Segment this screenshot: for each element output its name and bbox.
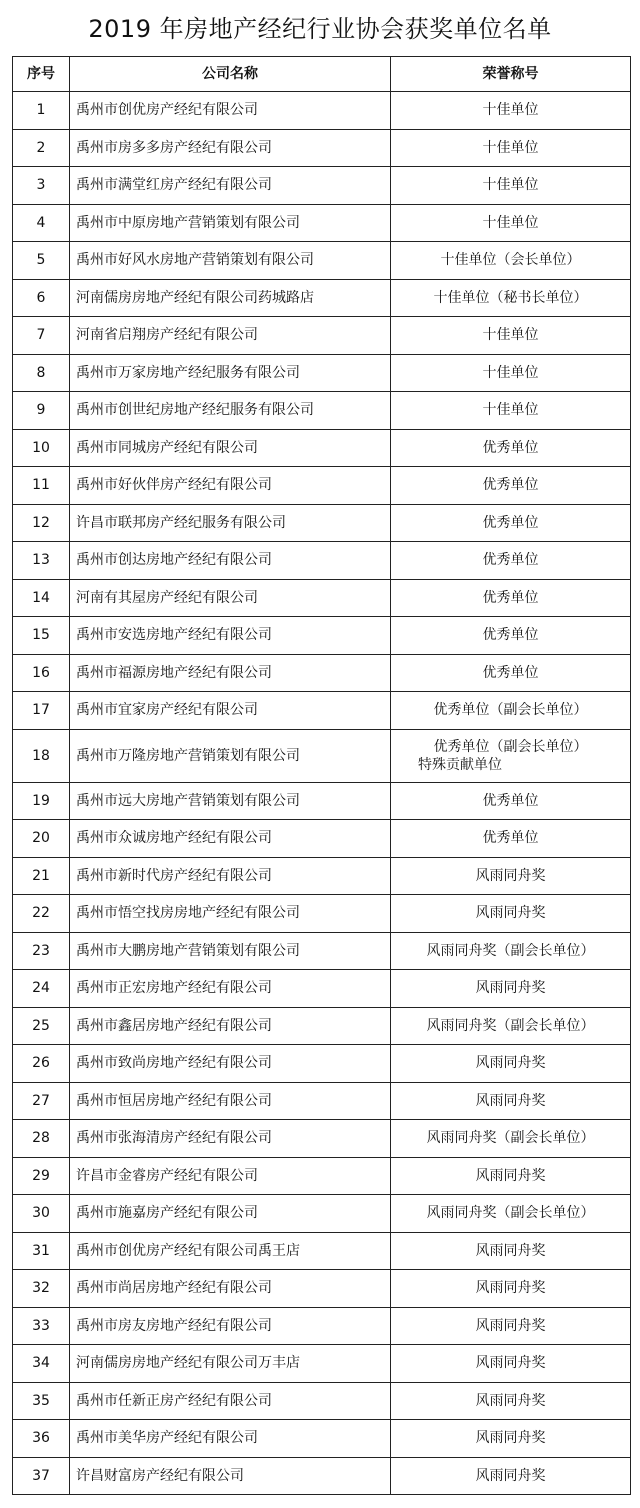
honor-title [391, 1157, 631, 1195]
row-number: 7 [13, 317, 70, 355]
company-name: 禹州市创世纪房地产经纪服务有限公司 [70, 392, 391, 430]
company-name: 禹州市中原房地产营销策划有限公司 [70, 204, 391, 242]
honor-title-line: 优秀单位 [482, 477, 539, 494]
honor-title [391, 429, 631, 467]
honor-title-line: 风雨同舟奖 [475, 1167, 546, 1184]
company-name: 许昌财富房产经纪有限公司 [70, 1457, 391, 1495]
table-row [13, 92, 631, 130]
row-number: 32 [13, 1270, 70, 1308]
row-number: 23 [13, 932, 70, 970]
row-number: 10 [13, 429, 70, 467]
honor-title-line: 风雨同舟奖 [475, 905, 546, 922]
company-name: 禹州市宜家房产经纪有限公司 [70, 692, 391, 730]
honor-title [391, 970, 631, 1008]
table-row [13, 1195, 631, 1233]
honor-title-line: 十佳单位 [482, 139, 539, 156]
table-row [13, 1082, 631, 1120]
honor-title [391, 542, 631, 580]
table-row [13, 729, 631, 782]
column-header-company: 公司名称 [70, 57, 391, 92]
company-name: 禹州市尚居房地产经纪有限公司 [70, 1270, 391, 1308]
honor-title-line: 十佳单位 [482, 402, 539, 419]
row-number: 1 [13, 92, 70, 130]
honor-title [391, 1120, 631, 1158]
company-name: 禹州市创达房地产经纪有限公司 [70, 542, 391, 580]
column-header-honor: 荣誉称号 [391, 57, 631, 92]
row-number: 34 [13, 1345, 70, 1383]
honor-title [391, 167, 631, 205]
honor-title-line: 优秀单位（副会长单位） [433, 738, 588, 755]
row-number: 6 [13, 279, 70, 317]
row-number: 4 [13, 204, 70, 242]
row-number: 29 [13, 1157, 70, 1195]
honor-title [391, 279, 631, 317]
table-row [13, 1120, 631, 1158]
company-name: 禹州市美华房产经纪有限公司 [70, 1420, 391, 1458]
company-name: 禹州市远大房地产营销策划有限公司 [70, 782, 391, 820]
table-row [13, 579, 631, 617]
honor-title [391, 354, 631, 392]
honor-title [391, 1195, 631, 1233]
honor-title-line: 风雨同舟奖 [475, 980, 546, 997]
table-row [13, 970, 631, 1008]
table-row [13, 167, 631, 205]
row-number: 12 [13, 504, 70, 542]
honor-title-line: 风雨同舟奖 [475, 1430, 546, 1447]
company-name: 禹州市好伙伴房产经纪有限公司 [70, 467, 391, 505]
table-row [13, 429, 631, 467]
table-row [13, 654, 631, 692]
row-number: 19 [13, 782, 70, 820]
honor-title-line: 十佳单位（会长单位） [440, 252, 581, 269]
honor-title [391, 617, 631, 655]
honor-title [391, 692, 631, 730]
company-name: 禹州市致尚房地产经纪有限公司 [70, 1045, 391, 1083]
honor-title [391, 820, 631, 858]
company-name: 禹州市好风水房地产营销策划有限公司 [70, 242, 391, 280]
company-name: 禹州市满堂红房产经纪有限公司 [70, 167, 391, 205]
honor-title [391, 1307, 631, 1345]
row-number: 5 [13, 242, 70, 280]
company-name: 河南省启翔房产经纪有限公司 [70, 317, 391, 355]
honor-title-line: 优秀单位 [482, 589, 539, 606]
table-row [13, 354, 631, 392]
row-number: 9 [13, 392, 70, 430]
honor-title-line: 优秀单位（副会长单位） [433, 702, 588, 719]
honor-title-line: 优秀单位 [482, 627, 539, 644]
column-header-number: 序号 [13, 57, 70, 92]
honor-title [391, 857, 631, 895]
honor-title [391, 1420, 631, 1458]
honor-title-line: 风雨同舟奖 [475, 1355, 546, 1372]
table-row [13, 279, 631, 317]
honor-title [391, 129, 631, 167]
honor-title [391, 1345, 631, 1383]
row-number: 28 [13, 1120, 70, 1158]
honor-title [391, 317, 631, 355]
row-number: 24 [13, 970, 70, 1008]
honor-title [391, 504, 631, 542]
honor-title-line: 优秀单位 [482, 439, 539, 456]
honor-title-line: 风雨同舟奖（副会长单位） [426, 1205, 595, 1222]
honor-title-line: 优秀单位 [482, 552, 539, 569]
honor-title-line: 风雨同舟奖 [475, 1317, 546, 1334]
honor-title-line: 风雨同舟奖 [475, 1242, 546, 1259]
company-name: 禹州市万隆房地产营销策划有限公司 [70, 729, 391, 782]
honor-title-line: 风雨同舟奖 [475, 1392, 546, 1409]
table-row [13, 692, 631, 730]
table-row [13, 1007, 631, 1045]
honor-title-line: 十佳单位 [482, 327, 539, 344]
row-number: 35 [13, 1382, 70, 1420]
honor-title-line: 优秀单位 [482, 792, 539, 809]
honor-title-line: 特殊贡献单位 [418, 756, 502, 773]
honor-title-line: 十佳单位 [482, 364, 539, 381]
honor-title [391, 654, 631, 692]
honor-title [391, 932, 631, 970]
company-name: 禹州市张海清房产经纪有限公司 [70, 1120, 391, 1158]
row-number: 33 [13, 1307, 70, 1345]
company-name: 禹州市任新正房产经纪有限公司 [70, 1382, 391, 1420]
company-name: 河南儒房房地产经纪有限公司药城路店 [70, 279, 391, 317]
honor-title-line: 优秀单位 [482, 514, 539, 531]
honor-title-line: 优秀单位 [482, 664, 539, 681]
table-row [13, 129, 631, 167]
honor-title [391, 1270, 631, 1308]
row-number: 11 [13, 467, 70, 505]
honor-title-line: 风雨同舟奖（副会长单位） [426, 1130, 595, 1147]
honor-title-line: 风雨同舟奖 [475, 1280, 546, 1297]
company-name: 禹州市施嘉房产经纪有限公司 [70, 1195, 391, 1233]
honor-title [391, 242, 631, 280]
row-number: 22 [13, 895, 70, 933]
row-number: 2 [13, 129, 70, 167]
row-number: 18 [13, 729, 70, 782]
honor-title [391, 392, 631, 430]
row-number: 27 [13, 1082, 70, 1120]
honor-title [391, 1082, 631, 1120]
honor-title [391, 467, 631, 505]
company-name: 禹州市创优房产经纪有限公司禹王店 [70, 1232, 391, 1270]
company-name: 许昌市联邦房产经纪服务有限公司 [70, 504, 391, 542]
company-name: 禹州市房友房地产经纪有限公司 [70, 1307, 391, 1345]
row-number: 3 [13, 167, 70, 205]
honor-title [391, 1045, 631, 1083]
table-row [13, 1457, 631, 1495]
company-name: 禹州市众诚房地产经纪有限公司 [70, 820, 391, 858]
table-row [13, 242, 631, 280]
honor-title [391, 1007, 631, 1045]
honor-title-line: 风雨同舟奖（副会长单位） [426, 942, 595, 959]
table-row [13, 895, 631, 933]
table-row [13, 617, 631, 655]
honor-title-line: 十佳单位 [482, 102, 539, 119]
row-number: 31 [13, 1232, 70, 1270]
company-name: 许昌市金睿房产经纪有限公司 [70, 1157, 391, 1195]
table-row [13, 504, 631, 542]
company-name: 河南有其屋房产经纪有限公司 [70, 579, 391, 617]
table-row [13, 1420, 631, 1458]
table-row [13, 820, 631, 858]
company-name: 禹州市恒居房地产经纪有限公司 [70, 1082, 391, 1120]
row-number: 25 [13, 1007, 70, 1045]
company-name: 禹州市安选房地产经纪有限公司 [70, 617, 391, 655]
company-name: 禹州市福源房地产经纪有限公司 [70, 654, 391, 692]
table-row [13, 542, 631, 580]
table-row [13, 857, 631, 895]
honor-title-line: 十佳单位 [482, 214, 539, 231]
table-row [13, 932, 631, 970]
honor-title [391, 1382, 631, 1420]
honor-title [391, 204, 631, 242]
honor-title [391, 782, 631, 820]
company-name: 禹州市万家房地产经纪服务有限公司 [70, 354, 391, 392]
table-row [13, 1232, 631, 1270]
company-name: 河南儒房房地产经纪有限公司万丰店 [70, 1345, 391, 1383]
company-name: 禹州市正宏房地产经纪有限公司 [70, 970, 391, 1008]
table-row [13, 467, 631, 505]
company-name: 禹州市悟空找房房地产经纪有限公司 [70, 895, 391, 933]
table-row [13, 1345, 631, 1383]
table-row [13, 1045, 631, 1083]
honor-title-line: 风雨同舟奖 [475, 1467, 546, 1484]
table-row [13, 204, 631, 242]
honor-title-line: 风雨同舟奖（副会长单位） [426, 1017, 595, 1034]
honor-title-line: 优秀单位 [482, 830, 539, 847]
row-number: 30 [13, 1195, 70, 1233]
row-number: 21 [13, 857, 70, 895]
company-name: 禹州市创优房产经纪有限公司 [70, 92, 391, 130]
table-row [13, 1307, 631, 1345]
honor-title-line: 风雨同舟奖 [475, 867, 546, 884]
row-number: 37 [13, 1457, 70, 1495]
table-row [13, 392, 631, 430]
row-number: 16 [13, 654, 70, 692]
row-number: 8 [13, 354, 70, 392]
table-row [13, 1382, 631, 1420]
table-row [13, 317, 631, 355]
page-title: 2019 年房地产经纪行业协会获奖单位名单 [88, 15, 552, 43]
table-row [13, 1270, 631, 1308]
table-header-row [13, 57, 631, 92]
honor-title [391, 1457, 631, 1495]
honor-title-line: 十佳单位 [482, 177, 539, 194]
honor-title-line: 风雨同舟奖 [475, 1092, 546, 1109]
honor-title [391, 92, 631, 130]
honor-title [391, 729, 631, 782]
honor-title-line: 风雨同舟奖 [475, 1055, 546, 1072]
table-row [13, 782, 631, 820]
award-table [12, 56, 631, 1495]
row-number: 14 [13, 579, 70, 617]
company-name: 禹州市新时代房产经纪有限公司 [70, 857, 391, 895]
honor-title [391, 579, 631, 617]
table-row [13, 1157, 631, 1195]
row-number: 13 [13, 542, 70, 580]
company-name: 禹州市鑫居房地产经纪有限公司 [70, 1007, 391, 1045]
honor-title [391, 895, 631, 933]
honor-title [391, 1232, 631, 1270]
table-body [13, 92, 631, 1495]
row-number: 36 [13, 1420, 70, 1458]
company-name: 禹州市同城房产经纪有限公司 [70, 429, 391, 467]
company-name: 禹州市大鹏房地产营销策划有限公司 [70, 932, 391, 970]
row-number: 20 [13, 820, 70, 858]
row-number: 26 [13, 1045, 70, 1083]
row-number: 17 [13, 692, 70, 730]
row-number: 15 [13, 617, 70, 655]
honor-title-line: 十佳单位（秘书长单位） [433, 289, 588, 306]
company-name: 禹州市房多多房产经纪有限公司 [70, 129, 391, 167]
